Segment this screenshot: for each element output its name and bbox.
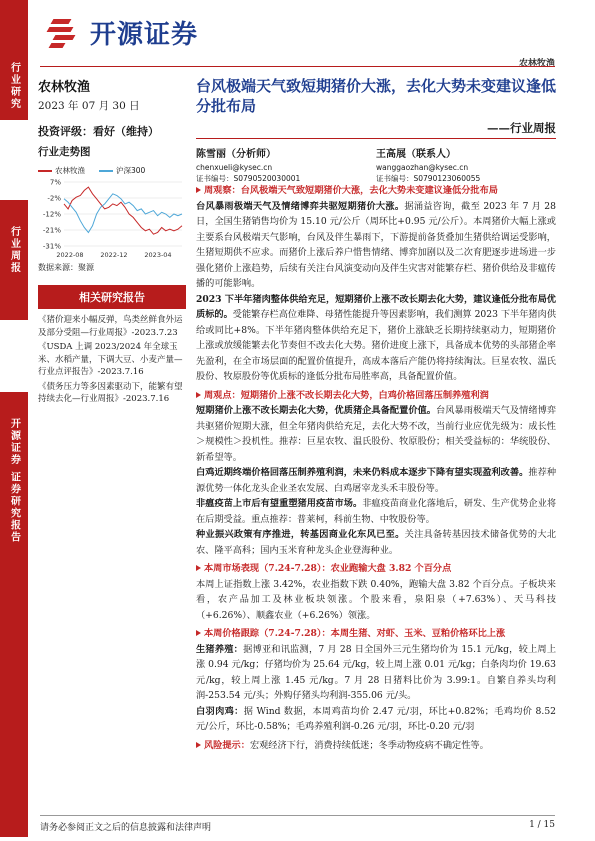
analyst-card: [376, 145, 556, 184]
trend-chart: [38, 178, 186, 260]
triangle-bullet-icon: [196, 187, 201, 193]
section-price-tracking: [196, 626, 556, 735]
chart-x-tick-label: 2023-04: [144, 251, 172, 259]
chart-x-tick-label: 2022-12: [100, 251, 128, 259]
chart-y-tick-label: 7%: [49, 178, 61, 187]
analyst-name: 王高展（联系人）: [376, 149, 456, 160]
header-divider: [40, 66, 555, 67]
paragraph: 短期猪价上涨不改长期去化大势，优质猪企具备配置价值。台风暴雨极端天气及情绪博弈共驱猪价短期大涨，但全年猪肉供给充足，去化大势不改，当前行业应优先级为：成长性＞规模性＞投机性。推荐：巨星农牧、温氏股份、牧原股份；相关受益标的：华统股份、新希望等。: [196, 405, 557, 463]
legend-item-hs300: 沪深300: [99, 165, 145, 176]
legend-item-agri: 农林牧渔: [38, 165, 85, 176]
related-report-item[interactable]: 《USDA 上调 2023/2024 年全球玉米、水稻产量，下调大豆、小麦产量—行业点评报告》-2023.7.16: [38, 342, 183, 377]
section-heading: 本周价格跟踪（7.24-7.28）：本周生猪、对虾、玉米、豆粕价格环比上涨: [196, 626, 556, 642]
chart-series-line: [64, 187, 182, 234]
footer-disclaimer: 请务必参阅正文之后的信息披露和法律声明: [40, 823, 212, 833]
analysts: [196, 145, 556, 184]
analyst-card: [196, 145, 376, 184]
report-title: 台风极端天气致短期猪价大涨，去化大势未变建议逢低分批布局: [196, 77, 557, 115]
related-report-item[interactable]: 《债务压力等多因素驱动下，能繁有望持续去化—行业周报》-2023.7.16: [38, 381, 183, 404]
side-strip-text: 行业研究: [8, 62, 20, 110]
section-weekly-observation: [196, 183, 556, 385]
side-strip-text: 行业周报: [8, 226, 20, 274]
paragraph: 种业振兴政策有序推进，转基因商业化东风已至。关注具备转基因技术储备优势的大北农、隆平高科；国内玉米育种龙头企业登海种业。: [196, 529, 557, 556]
main-header: [196, 76, 556, 184]
chart-y-tick-label: -21%: [42, 226, 61, 235]
analyst-cert: 证书编号：S0790123060055: [376, 174, 481, 183]
section-heading: 风险提示： 宏观经济下行，消费持续低迷；冬季动物疫病不确定性等。: [196, 738, 556, 754]
triangle-bullet-icon: [196, 742, 201, 748]
section-heading: 周观察：台风极端天气致短期猪价大涨，去化大势未变建议逢低分批布局: [196, 183, 556, 199]
logo-text: 开源证券: [90, 19, 199, 50]
chart-y-tick-label: -12%: [42, 210, 61, 219]
chart-source: 数据来源：聚源: [38, 263, 94, 272]
report-type-divider: [196, 138, 556, 139]
page-number: 1 / 15: [529, 820, 555, 830]
side-strip-industry-research: [0, 0, 28, 120]
paragraph: 非瘟疫苗上市后有望重塑猪用疫苗市场。非瘟疫苗商业化落地后，研发、生产优势企业将在后期受益。重点推荐：普莱柯，科前生物、中牧股份等。: [196, 498, 557, 525]
chart-legend: [38, 165, 186, 176]
paragraph: 本周上证指数上涨 3.42%，农业指数下跌 0.40%，跑输大盘 3.82 个百分点。子板块来看，农产品加工及林业板块领涨。个股来看，泉阳泉（+7.63%）、天马科技（+6.26%）、顺鑫农业（+6.26%）领涨。: [196, 578, 556, 621]
section-market-performance: [196, 561, 556, 623]
triangle-bullet-icon: [196, 630, 201, 636]
triangle-bullet-icon: [196, 392, 201, 398]
header-industry-tag: 农林牧渔: [518, 59, 555, 69]
investment-rating: 投资评级：看好（维持）: [38, 125, 159, 138]
chart-x-tick-label: 2022-08: [56, 251, 84, 259]
brand-logo: [46, 14, 198, 50]
paragraph: 生猪养殖：据博亚和讯监测，7 月 28 日全国外三元生猪均价为 15.1 元/kg，较上周上涨 0.94 元/kg；仔猪均价为 25.64 元/kg，较上周上涨 0.01 元/kg；白条肉均价 19.63 元/kg，较上周上涨 1.45 元/kg。7 月 28 日猪料比价为 3.99:1。自繁自养头均利润-253.54 元/头；外购仔猪头均利润-355.06 元/头。: [196, 643, 557, 701]
analyst-email[interactable]: chenxueli@kysec.cn: [196, 163, 273, 172]
analyst-email[interactable]: wanggaozhan@kysec.cn: [376, 163, 469, 172]
triangle-bullet-icon: [196, 565, 201, 571]
side-strip-kysec: [0, 392, 28, 837]
analyst-cert: 证书编号：S0790520030001: [196, 174, 301, 183]
section-weekly-view: [196, 388, 556, 559]
analyst-name: 陈雪丽（分析师）: [196, 149, 276, 160]
chart-y-tick-label: -31%: [42, 242, 61, 251]
report-body: [196, 180, 556, 753]
paragraph: 白羽肉鸡：据 Wind 数据，本周鸡苗均价 2.47 元/羽，环比+0.82%；毛鸡均价 8.52 元/公斤，环比-0.58%；毛鸡养殖利润-0.26 元/羽，环比-0.20 元/羽: [196, 705, 557, 732]
section-heading: 本周市场表现（7.24-7.28）：农业跑输大盘 3.82 个百分点: [196, 561, 556, 577]
section-heading: 周观点：短期猪价上涨不改长期去化大势，白鸡价格回落压制养殖利润: [196, 388, 556, 404]
logo-mark-icon: [46, 15, 86, 49]
paragraph: 2023 下半年猪肉整体供给充足，短期猪价上涨不改长期去化大势，建议逢低分批布局优质标的。受能繁存栏高位难降、母猪性能提升等因素影响，我们测算 2023 下半年猪肉供给或同比+8%。下半年猪肉整体供给充足下，猪价上涨缺乏长期持续驱动力，短期猪价上涨或放缓能繁去化节奏但不改去化大势。猪价进度上涨下，具备成本优势的头部猪企率先盈利，在全市场层面的配置价值提升，高成本落后产能仍将持续淘汰。巨星农牧、温氏股份、牧原股份等优质标的逢低分批布局胜率高，具备配置价值。: [196, 293, 557, 382]
report-type: ——行业周报: [487, 121, 556, 135]
side-strip-weekly: [0, 200, 28, 320]
report-date: 2023 年 07 月 30 日: [38, 100, 140, 112]
chart-y-tick-label: -2%: [47, 194, 61, 203]
footer-divider: [40, 815, 555, 816]
section-risk: [196, 738, 556, 754]
related-reports-header: 相关研究报告: [38, 285, 186, 309]
paragraph: 白鸡近期终端价格回落压制养殖利润，未来仍料成本逐步下降有望实现盈利改善。推荐种源优势一体化龙头企业圣农发展、白鸡屠宰龙头禾丰股份等。: [196, 467, 557, 494]
related-reports-list: [38, 314, 186, 406]
paragraph: 台风暴雨极端天气及情绪博弈共驱短期猪价大涨。据涌益咨询，截至 2023 年 7 月 28 日，全国生猪销售均价为 15.10 元/公斤（周环比+0.95 元/公斤）。本周猪价大幅上涨或主要系台风极端天气影响，台风及伴生暴雨下，下游提前备货叠加生猪供给调运受影响，生猪短期供不应求。而猪价上涨后养户惜售情绪、博弈加剧以及二次育肥逐步进场进一步强化猪价上涨趋势，后续有关注台风演变动向及伴生灾害对能繁存栏、猪价供给及非瘟传播的可能影响。: [196, 200, 556, 289]
trend-chart-title: 行业走势图: [38, 146, 91, 158]
chart-series-line: [64, 194, 182, 233]
left-sidebar: [38, 76, 186, 408]
related-report-item[interactable]: 《猪价迎来小幅反弹，鸟类丝鲜食外运及部分受阻—行业周报》-2023.7.23: [38, 315, 183, 338]
side-strip-text: 开源证券 证券研究报告: [8, 418, 20, 544]
industry-name: 农林牧渔: [38, 80, 91, 95]
